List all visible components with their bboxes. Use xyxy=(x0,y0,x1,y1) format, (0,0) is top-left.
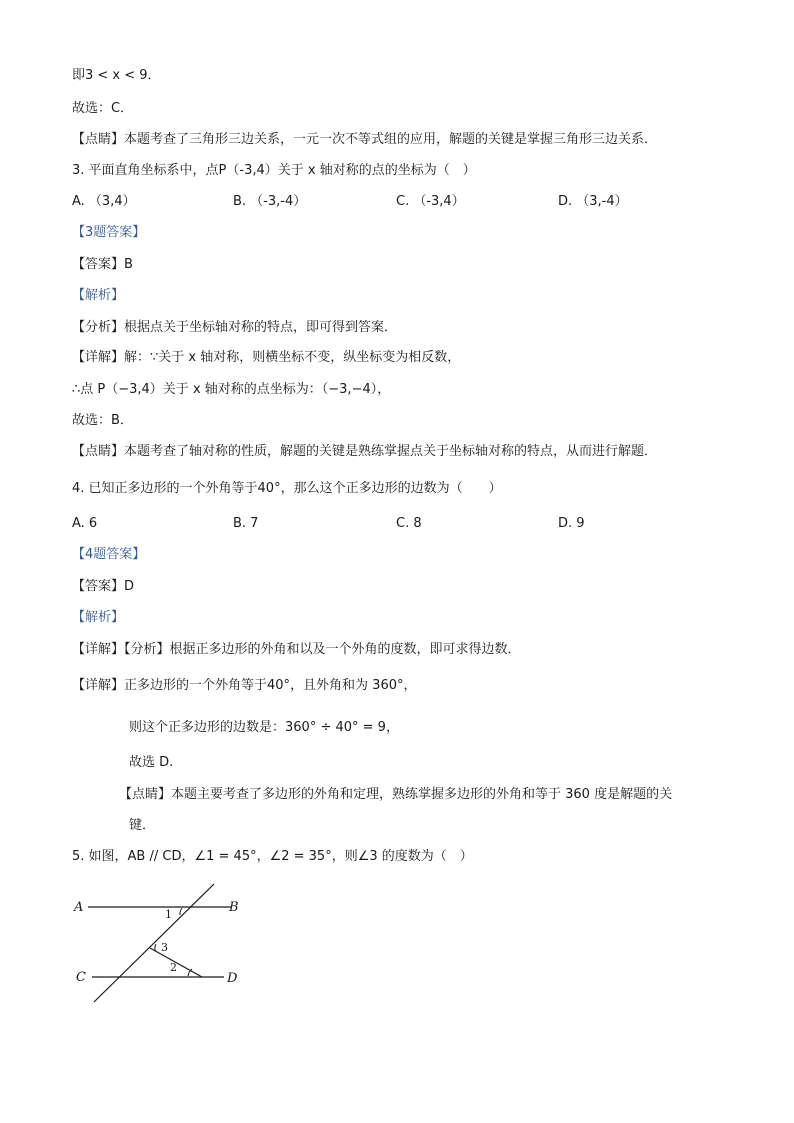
question-4: 4. 已知正多边形的一个外角等于40°，那么这个正多边形的边数为（ ） xyxy=(72,481,502,496)
angle-3-arc xyxy=(155,944,156,952)
question-3: 3. 平面直角坐标系中，点P（-3,4）关于 x 轴对称的点的坐标为（ ） xyxy=(72,163,476,178)
line-choice-c: 故选：C． xyxy=(72,101,134,116)
angle-label-1: 1 xyxy=(165,908,172,921)
line-inequality: 即3 < x < 9． xyxy=(72,68,161,83)
label-c: C xyxy=(76,970,86,985)
q4-answer-heading: 【4题答案】 xyxy=(72,547,146,562)
q3-answer-heading: 【3题答案】 xyxy=(72,225,146,240)
q3-choose: 故选：B． xyxy=(72,413,133,428)
q4-option-c: C. 8 xyxy=(396,516,422,531)
label-a: A xyxy=(74,900,84,915)
q4-analysis: 【详解】【分析】根据正多边形的外角和以及一个外角的度数，即可求得边数． xyxy=(72,642,521,657)
q3-option-a: A. （3,4） xyxy=(72,194,136,209)
line-summary-q2: 【点睛】本题考查了三角形三边关系，一元一次不等式组的应用，解题的关键是掌握三角形三边关系． xyxy=(72,132,658,147)
parallel-lines-figure xyxy=(72,880,252,1010)
q4-analysis-heading: 【解析】 xyxy=(72,610,125,625)
q4-summary: 【点睛】本题主要考查了多边形的外角和定理，熟练掌握多边形的外角和等于 360 度是解题的关 xyxy=(119,787,673,802)
angle-label-3: 3 xyxy=(161,941,168,954)
q4-option-b: B. 7 xyxy=(233,516,259,531)
label-b: B xyxy=(229,900,239,915)
q3-analysis: 【分析】根据点关于坐标轴对称的特点，即可得到答案． xyxy=(72,320,398,335)
q3-answer: 【答案】B xyxy=(72,257,133,272)
q3-detail: 【详解】解：∵关于 x 轴对称，则横坐标不变，纵坐标变为相反数， xyxy=(72,350,461,365)
q3-option-c: C. （-3,4） xyxy=(396,194,465,209)
q3-option-d: D. （3,-4） xyxy=(558,194,628,209)
q4-detail: 【详解】正多边形的一个外角等于40°，且外角和为 360°， xyxy=(72,678,417,693)
q3-result: ∴点 P（−3,4）关于 x 轴对称的点坐标为：（−3,−4）， xyxy=(72,382,391,397)
angle-1-arc xyxy=(180,908,182,915)
q4-choose: 故选 D. xyxy=(129,755,174,770)
q4-answer: 【答案】D xyxy=(72,579,135,594)
q3-analysis-heading: 【解析】 xyxy=(72,288,125,303)
q4-option-d: D. 9 xyxy=(558,516,585,531)
q4-option-a: A. 6 xyxy=(72,516,98,531)
transversal-line xyxy=(94,884,214,1002)
angle-label-2: 2 xyxy=(170,961,177,974)
q4-summary-cont: 键． xyxy=(129,818,156,833)
q4-calc: 则这个正多边形的边数是：360° ÷ 40° = 9， xyxy=(129,720,399,735)
question-5: 5. 如图，AB // CD，∠1 = 45°，∠2 = 35°，则∠3 的度数为（ ） xyxy=(72,849,473,864)
q3-summary: 【点睛】本题考查了轴对称的性质，解题的关键是熟练掌握点关于坐标轴对称的特点，从而进行解题． xyxy=(72,444,658,459)
q3-option-b: B. （-3,-4） xyxy=(233,194,307,209)
label-d: D xyxy=(227,971,238,986)
